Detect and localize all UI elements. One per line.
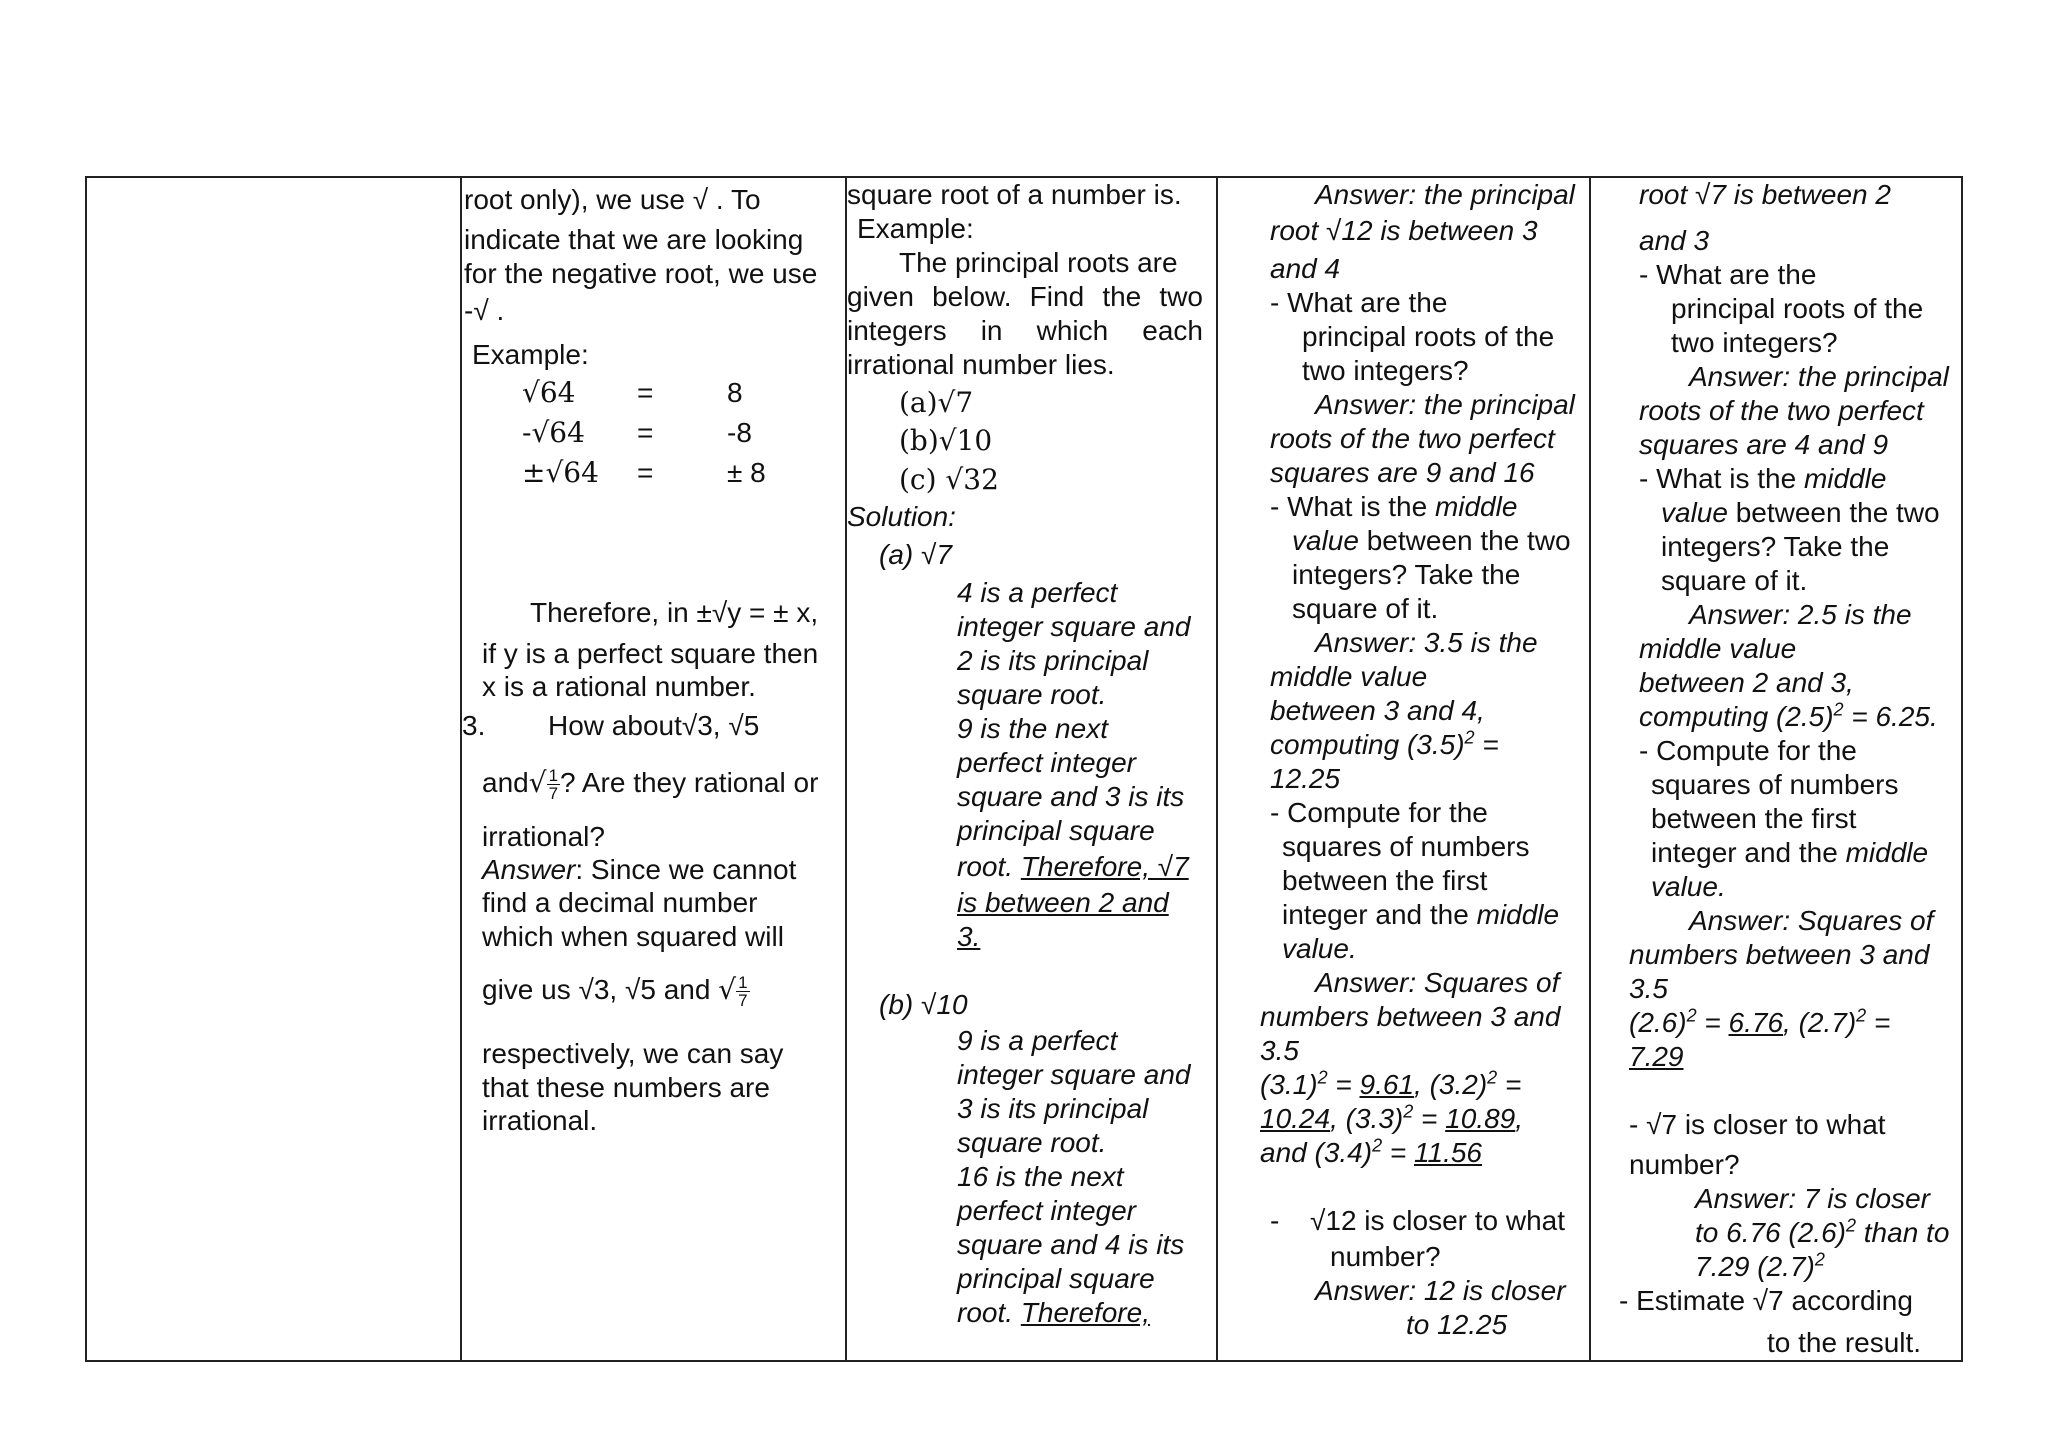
text-line: 9 is a perfect (957, 1025, 1118, 1056)
text-line: - Compute for the (1270, 797, 1488, 828)
text-line: integer and the middle (1651, 837, 1929, 868)
text-line: - Compute for the (1639, 735, 1857, 766)
text-line: perfect integer (957, 1195, 1136, 1226)
question-text: and√ $\frac{1}{7}$ ? Are they rational or (482, 766, 819, 804)
text-line: - What is the middle (1270, 491, 1518, 522)
text-line: squares are 4 and 9 (1639, 429, 1889, 460)
text-line: square of it. (1292, 593, 1439, 624)
text-line: Therefore, in ±√y = ± x, (530, 597, 819, 628)
math-lhs: √64 (522, 376, 576, 409)
text-line: between 3 and 4, (1270, 695, 1485, 726)
text-line: perfect integer (957, 747, 1136, 778)
text-line: $(3.1)^2 = 9.61$, $(3.2)^2$ = (1260, 1067, 1522, 1100)
text-line: 7.29 $(2.7)^2$ (1695, 1249, 1825, 1282)
text-line: value. (1651, 871, 1726, 902)
text-line: and $(3.4)^2 = 11.56$ (1260, 1135, 1483, 1168)
text-line: 3.5 (1629, 973, 1668, 1004)
solution-label: Solution: (847, 501, 956, 532)
text-line: irrational. (482, 1105, 598, 1136)
example-label: Example: (472, 339, 589, 370)
text-line: between the first (1282, 865, 1488, 896)
text-line: - (1270, 1205, 1280, 1236)
text-line: square and 3 is its (957, 781, 1185, 812)
text-line: principal square (957, 1263, 1155, 1294)
column-3-cell (847, 178, 1216, 1360)
text-line: - What are the (1639, 259, 1817, 290)
text-line: is between 2 and (957, 887, 1169, 918)
text-line: and 3 (1639, 225, 1710, 256)
text-line: - √7 is closer to what (1629, 1109, 1886, 1140)
text-line: number? (1330, 1241, 1441, 1272)
text-line: roots of the two perfect (1639, 395, 1924, 426)
text-line: root. Therefore, √7 (957, 851, 1189, 882)
text-line: 3. (957, 921, 981, 952)
math-lhs: -√64 (522, 416, 585, 449)
text-line: value between the two (1292, 525, 1571, 556)
text-line: root. Therefore, (957, 1297, 1150, 1328)
text-line: given below. Find the two (847, 281, 1203, 312)
fraction: $\frac{1}{7}$ (738, 973, 748, 1011)
text-line: to the result. (1767, 1327, 1922, 1358)
solution-b: (b) √10 (879, 989, 968, 1020)
text-line: computing $(3.5)^2$ = (1270, 727, 1499, 760)
text-line: respectively, we can say (482, 1038, 784, 1069)
column-5-cell (1591, 178, 1963, 1360)
text-line: if y is a perfect square then (482, 638, 819, 669)
text-line: integers? Take the (1292, 559, 1521, 590)
answer-line: give us √3, √5 and √ $\frac{1}{7}$ (482, 973, 748, 1011)
text-line: square root. (957, 679, 1107, 710)
text-line: two integers? (1671, 327, 1838, 358)
text-line: Answer: 12 is closer (1315, 1275, 1566, 1306)
math-eq: = (637, 457, 654, 488)
text-line: The principal roots are (899, 247, 1178, 278)
text-line: that these numbers are (482, 1072, 770, 1103)
text-line: 4 is a perfect (957, 577, 1118, 608)
text-line: integers? Take the (1661, 531, 1890, 562)
answer-line: Answer: Since we cannot (482, 854, 797, 885)
text-line: principal square (957, 815, 1155, 846)
text-line: √12 is closer to what (1310, 1205, 1566, 1236)
question-text: How about√3, √5 (548, 710, 760, 741)
text-line: squares are 9 and 16 (1270, 457, 1535, 488)
text-line: 3 is its principal (957, 1093, 1149, 1124)
text-line: squares of numbers (1282, 831, 1530, 862)
text-line: value. (1282, 933, 1357, 964)
text-line: computing $(2.5)^2 = 6.25$. (1639, 699, 1938, 732)
text-line: -√ . (464, 295, 505, 326)
text-line: Answer: the principal (1689, 361, 1949, 392)
text-line: find a decimal number (482, 887, 758, 918)
fraction: $\frac{1}{7}$ (548, 766, 559, 804)
text-line: - What are the (1270, 287, 1448, 318)
math-rhs: ± 8 (727, 457, 766, 488)
text-line: root √7 is between 2 (1639, 179, 1891, 210)
math-lhs: ±√64 (522, 456, 599, 489)
text-line: between the first (1651, 803, 1857, 834)
text-line: square of it. (1661, 565, 1808, 596)
text-line: square and 4 is its (957, 1229, 1185, 1260)
lesson-table (85, 176, 1963, 1362)
column-1-cell (87, 178, 460, 1360)
text-line: square root of a number is. (847, 179, 1182, 210)
text-line: for the negative root, we use (464, 258, 818, 289)
math-eq: = (637, 417, 654, 448)
text-line: to 12.25 (1406, 1309, 1508, 1340)
column-4-cell (1218, 178, 1589, 1360)
text-line: Example: (857, 213, 974, 244)
text-line: 2 is its principal (957, 645, 1149, 676)
text-line: two integers? (1302, 355, 1469, 386)
problem-b: (b)√10 (899, 424, 993, 457)
text-line: 16 is the next (957, 1161, 1124, 1192)
question-number: 3. (462, 710, 486, 741)
text-line: Answer: the principal (1315, 389, 1575, 420)
text-line: middle value (1639, 633, 1797, 664)
math-eq: = (637, 377, 654, 408)
text-line: integer and the middle (1282, 899, 1560, 930)
text-line: 12.25 (1270, 763, 1341, 794)
text-line: squares of numbers (1651, 769, 1899, 800)
text-line: indicate that we are looking (464, 224, 804, 255)
text-line: - What is the middle (1639, 463, 1887, 494)
text-line: 10.24, $(3.3)^2 = 10.89$, (1260, 1101, 1524, 1134)
column-2-cell (462, 178, 845, 1360)
problem-c: (c) √32 (899, 463, 999, 496)
text-line: $(2.6)^2 = 6.76$, $(2.7)^2$ = (1629, 1005, 1891, 1038)
text-line: Answer: 7 is closer (1695, 1183, 1930, 1214)
text-line: - Estimate √7 according (1619, 1285, 1913, 1316)
text-line: integer square and (957, 611, 1191, 642)
text-line: number? (1629, 1149, 1740, 1180)
text-line: Answer: Squares of (1315, 967, 1560, 998)
text-line: value between the two (1661, 497, 1940, 528)
text-line: irrational? (482, 821, 605, 852)
text-line: numbers between 3 and (1629, 939, 1930, 970)
text-line: 7.29 (1629, 1041, 1684, 1072)
solution-a: (a) √7 (879, 539, 952, 570)
text-line: numbers between 3 and (1260, 1001, 1561, 1032)
text-line: to 6.76 $(2.6)^2$ than to (1695, 1215, 1950, 1248)
text-line: root only), we use √ . To (464, 184, 761, 215)
math-rhs: 8 (727, 377, 743, 408)
text-line: integer square and (957, 1059, 1191, 1090)
text-line: x is a rational number. (482, 671, 756, 702)
text-line: integers in which each (847, 315, 1203, 346)
text-line: principal roots of the (1671, 293, 1924, 324)
text-line: 3.5 (1260, 1035, 1299, 1066)
text-line: between 2 and 3, (1639, 667, 1854, 698)
text-line: principal roots of the (1302, 321, 1555, 352)
text-line: square root. (957, 1127, 1107, 1158)
math-rhs: -8 (727, 417, 752, 448)
text-line: which when squared will (482, 921, 784, 952)
text-line: Answer: the principal (1315, 179, 1575, 210)
text-line: Answer: Squares of (1689, 905, 1934, 936)
text-line: 9 is the next (957, 713, 1108, 744)
text-line: irrational number lies. (847, 349, 1115, 380)
text-line: roots of the two perfect (1270, 423, 1555, 454)
text-line: root √12 is between 3 (1270, 215, 1538, 246)
text-line: and 4 (1270, 253, 1341, 284)
text-line: Answer: 2.5 is the (1689, 599, 1912, 630)
problem-a: (a)√7 (899, 386, 974, 419)
text-line: middle value (1270, 661, 1428, 692)
text-line: Answer: 3.5 is the (1315, 627, 1538, 658)
